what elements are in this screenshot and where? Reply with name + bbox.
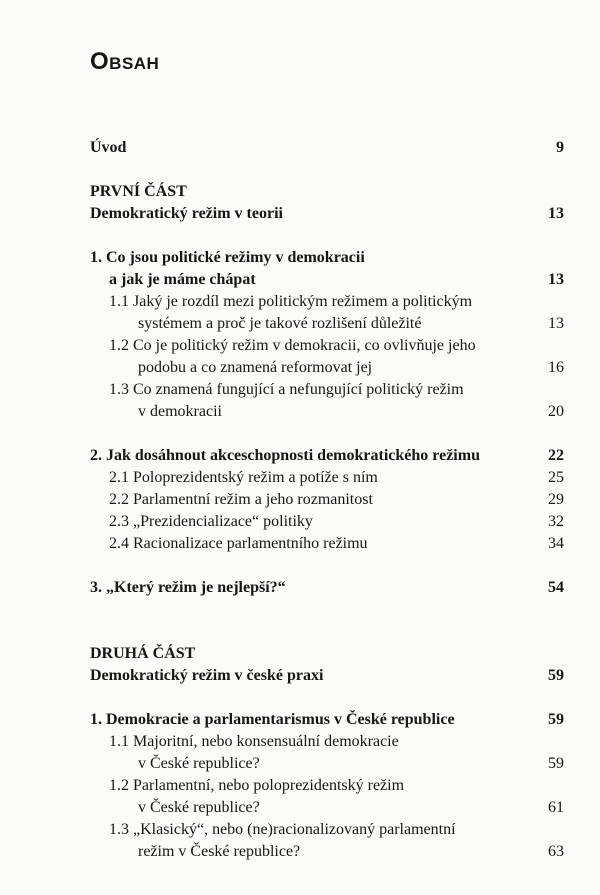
- toc-section[interactable]: [0, 335, 600, 357]
- toc-page-number: 16: [548, 359, 564, 376]
- toc-entry-text: 2.4 Racionalizace parlamentního režimu: [109, 535, 368, 552]
- toc-section[interactable]: [0, 819, 600, 841]
- toc-entry-text: režim v České republice?: [138, 843, 301, 860]
- toc-part-heading: [0, 181, 600, 203]
- toc-entry-text: 1. Demokracie a parlamentarismus v České republice: [90, 711, 455, 728]
- toc-page-number: 59: [548, 711, 564, 728]
- toc-page-number: 59: [548, 667, 564, 684]
- toc-chapter[interactable]: [0, 709, 600, 731]
- toc-section[interactable]: [0, 511, 600, 533]
- toc-chapter[interactable]: [0, 247, 600, 269]
- toc-part-title[interactable]: [0, 203, 600, 225]
- toc-entry-text: 2.3 „Prezidencializace“ politiky: [109, 513, 313, 530]
- toc-section[interactable]: [0, 467, 600, 489]
- toc-entry-text: 1.2 Co je politický režim v demokracii, co ovlivňuje jeho: [109, 337, 476, 354]
- toc-page-number: 63: [548, 843, 564, 860]
- page-title: Obsah: [90, 48, 160, 75]
- toc-entry-text: PRVNÍ ČÁST: [90, 183, 187, 200]
- toc-entry-text: Demokratický režim v teorii: [90, 205, 283, 222]
- toc-entry-text: 2.2 Parlamentní režim a jeho rozmanitost: [109, 491, 373, 508]
- toc-entry-text: 1.2 Parlamentní, nebo poloprezidentský režim: [109, 777, 405, 794]
- toc-entry-text: v demokracii: [138, 403, 222, 420]
- toc-page-number: 61: [548, 799, 564, 816]
- toc-section-continuation[interactable]: [0, 753, 600, 775]
- toc-entry-text: Demokratický režim v české praxi: [90, 667, 324, 684]
- toc-page-number: 20: [548, 403, 564, 420]
- toc-entry-text: 2.1 Poloprezidentský režim a potíže s ním: [109, 469, 378, 486]
- toc-part-title[interactable]: [0, 665, 600, 687]
- toc-page-number: 22: [548, 447, 564, 464]
- toc-entry-text: systémem a proč je takové rozlišení důležité: [138, 315, 422, 332]
- toc-section-continuation[interactable]: [0, 313, 600, 335]
- toc-section-continuation[interactable]: [0, 797, 600, 819]
- toc-section[interactable]: [0, 489, 600, 511]
- toc-entry-text: a jak je máme chápat: [109, 271, 256, 288]
- toc-section[interactable]: [0, 533, 600, 555]
- toc-page-number: 32: [548, 513, 564, 530]
- toc-page-number: 34: [548, 535, 564, 552]
- toc-section[interactable]: [0, 775, 600, 797]
- toc-section[interactable]: [0, 291, 600, 313]
- toc-section[interactable]: [0, 379, 600, 401]
- toc-page-number: 13: [548, 205, 564, 222]
- toc-page-number: 25: [548, 469, 564, 486]
- toc-entry-text: 3. „Který režim je nejlepší?“: [90, 579, 286, 596]
- toc-page-number: 9: [556, 139, 564, 156]
- toc-page-number: 59: [548, 755, 564, 772]
- toc-chapter[interactable]: [0, 445, 600, 467]
- toc-entry-text: v České republice?: [138, 755, 260, 772]
- toc-page-number: 13: [548, 315, 564, 332]
- toc-section-continuation[interactable]: [0, 401, 600, 423]
- toc-section-continuation[interactable]: [0, 357, 600, 379]
- toc-entry-text: v České republice?: [138, 799, 260, 816]
- toc-section-continuation[interactable]: [0, 841, 600, 863]
- toc-entry-text: 1.3 Co znamená fungující a nefungující politický režim: [109, 381, 464, 398]
- toc-entry-text: 2. Jak dosáhnout akceschopnosti demokratického režimu: [90, 447, 480, 464]
- toc-entry-text: DRUHÁ ČÁST: [90, 645, 196, 662]
- toc-entry-intro[interactable]: [0, 137, 600, 159]
- toc-section[interactable]: [0, 731, 600, 753]
- toc-chapter[interactable]: [0, 577, 600, 599]
- toc-page-number: 13: [548, 271, 564, 288]
- toc-page-number: 54: [548, 579, 564, 596]
- toc-entry-text: 1.1 Majoritní, nebo konsensuální demokracie: [109, 733, 399, 750]
- toc-entry-text: 1.1 Jaký je rozdíl mezi politickým režimem a politickým: [109, 293, 473, 310]
- toc-page-number: 29: [548, 491, 564, 508]
- toc-part-heading: [0, 643, 600, 665]
- toc-entry-text: Úvod: [90, 139, 127, 156]
- toc-entry-text: 1. Co jsou politické režimy v demokracii: [90, 249, 365, 266]
- toc-entry-text: 1.3 „Klasický“, nebo (ne)racionalizovaný parlamentní: [109, 821, 456, 838]
- toc-chapter-continuation[interactable]: [0, 269, 600, 291]
- toc-entry-text: podobu a co znamená reformovat jej: [138, 359, 373, 376]
